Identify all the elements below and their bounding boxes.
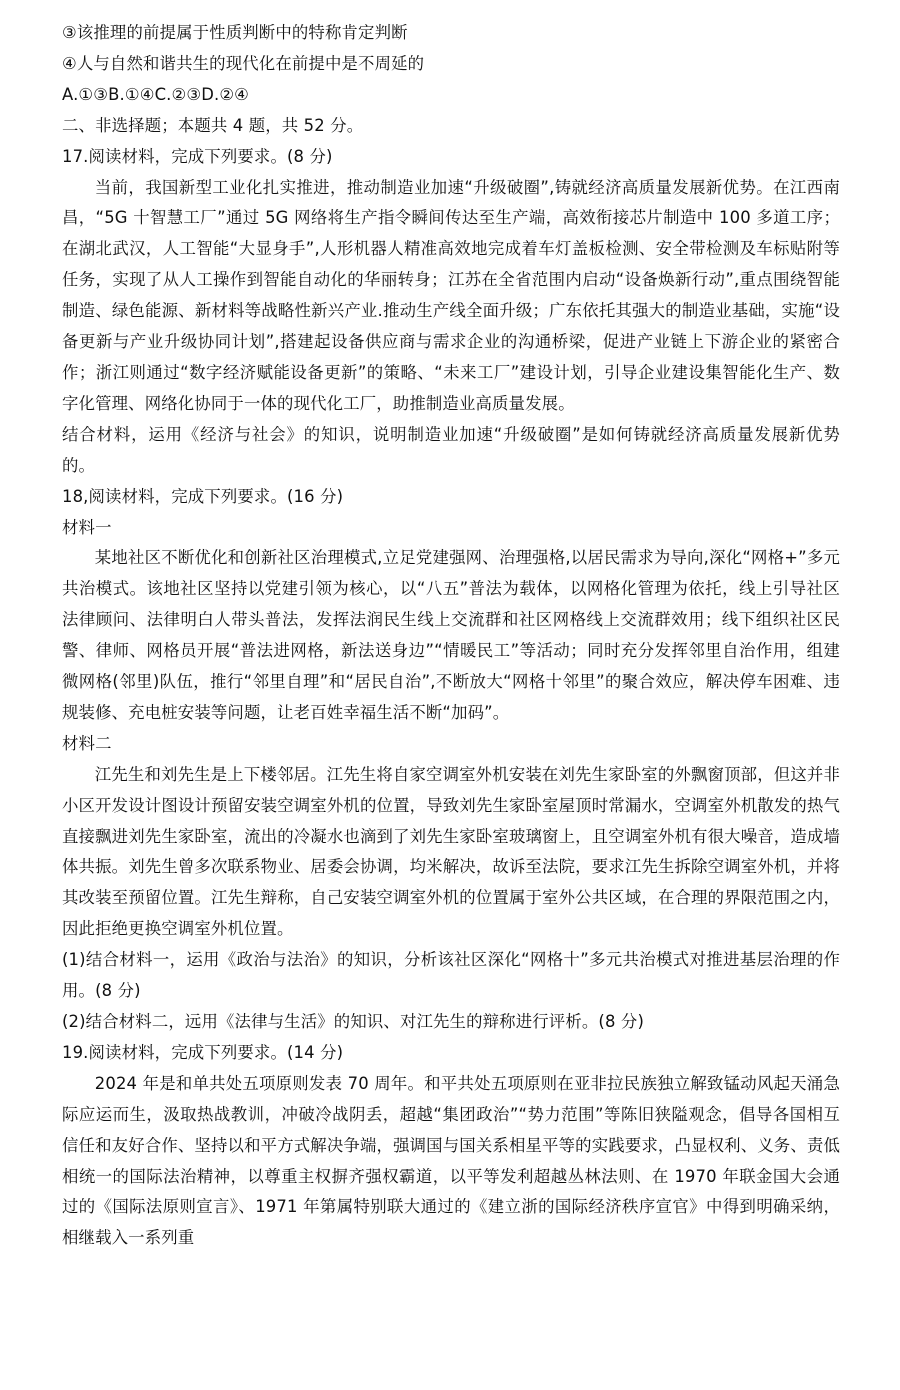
question-19-material: 2024 年是和单共处五项原则发表 70 周年。和平共处五项原则在亚非拉民族独立解致锰动风起天涌急际应运而生，汲取热战教训，冲破冷战阴丢，超越“集团政治”“势力范围”等陈旧狭隘观念，倡导各国相互信任和友好合作、坚持以和平方式解决争端，强调国与国关系相星平等的实践要求，凸显权利、义务、责低相统一的国际法治精神，以尊重主权摒齐强权霸道，以平等发利超越丛林法则、在 1970 年联金国大会通过的《国际法原则宣言》、1971 年第属特别联大通过的《建立浙的国际经济秩序宣官》中得到明确采纳，相继载入一系列重	[62, 1073, 840, 1248]
question-17-title: 17.阅读材料，完成下列要求。(8 分)	[62, 146, 333, 166]
question-18-sub-2: (2)结合材料二，远用《法律与生活》的知识、对江先生的辩称进行评析。(8 分)	[62, 1012, 644, 1031]
question-18-material-1: 某地社区不断优化和创新社区治理模式,立足党建强网、治理强格,以居民需求为导向,深化“网格+”多元共治模式。该地社区坚持以党建引领为核心，以“八五”普法为载体，以网格化管理为依托，线上引导社区法律顾问、法律明白人带头普法，发挥法润民生线上交流群和社区网格线上交流群效用；线下组织社区民警、律师、网格员开展“普法进网格，新法送身边”“情暖民工”等活动；同时充分发挥邻里自治作用，组建微网格(邻里)队伍，推行“邻里自理”和“居民自治”,不断放大“网格十邻里”的聚合效应，解决停车困难、违规装修、充电桩安装等问题，让老百姓幸福生活不断“加码”。	[62, 548, 840, 722]
material-2-label: 材料二	[62, 733, 112, 753]
answer-choices: A.①③B.①④C.②③D.②④	[62, 84, 250, 104]
question-17-prompt: 结合材料，运用《经济与社会》的知识，说明制造业加速“升级破圈”是如何铸就经济高质量发展新优势的。	[62, 424, 840, 475]
exam-page	[62, 18, 840, 1254]
section-heading: 二、非选择题；本题共 4 题，共 52 分。	[62, 115, 364, 135]
question-18-material-2: 江先生和刘先生是上下楼邻居。江先生将自家空调室外机安装在刘先生家卧室的外飘窗顶部，但这并非小区开发设计图设计预留安装空调室外机的位置，导致刘先生家卧室屋顶时常漏水，空调室外机散发的热气直接飘进刘先生家卧室，流出的冷凝水也滴到了刘先生家卧室玻璃窗上，且空调室外机有很大噪音，造成墙体共振。刘先生曾多次联系物业、居委会协调，均米解决，故诉至法院，要求江先生拆除空调室外机，并将其改装至预留位置。江先生辩称，自己安装空调室外机的位置属于室外公共区域，在合理的界限范围之内，因此拒绝更换空调室外机位置。	[62, 764, 840, 939]
question-18-sub-1: (1)结合材料一，运用《政治与法治》的知识，分析该社区深化“网格十”多元共治模式对推进基层治理的作用。(8 分)	[62, 950, 840, 1001]
option-4: ④人与自然和谐共生的现代化在前提中是不周延的	[62, 53, 425, 73]
question-17-material: 当前，我国新型工业化扎实推进，推动制造业加速“升级破圈”,铸就经济高质量发展新优势。在江西南昌，“5G 十智慧工厂”通过 5G 网络将生产指令瞬间传达至生产端，高效衔接芯片制造中 100 多道工序；在湖北武汉，人工智能“大显身手”,人形机器人精准高效地完成着车灯盖板检测、安全带检测及车标贴附等任务，实现了从人工操作到智能自动化的华丽转身；江苏在全省范围内启动“设备焕新行动”,重点围绕智能制造、绿色能源、新材料等战略性新兴产业.推动生产线全面升级；广东依托其强大的制造业基础，实施“设备更新与产业升级协同计划”,搭建起设备供应商与需求企业的沟通桥梁，促进产业链上下游企业的紧密合作；浙江则通过“数字经济赋能设备更新”的策略、“未来工厂”建设计划，引导企业建设集智能化生产、数字化管理、网络化协同于一体的现代化工厂，助推制造业高质量发展。	[62, 177, 840, 413]
question-18-title: 18,阅读材料，完成下列要求。(16 分)	[62, 486, 344, 506]
option-3: ③该推理的前提属于性质判断中的特称肯定判断	[62, 23, 408, 42]
material-1-label: 材料一	[62, 517, 112, 537]
question-19-title: 19.阅读材料，完成下列要求。(14 分)	[62, 1042, 344, 1062]
